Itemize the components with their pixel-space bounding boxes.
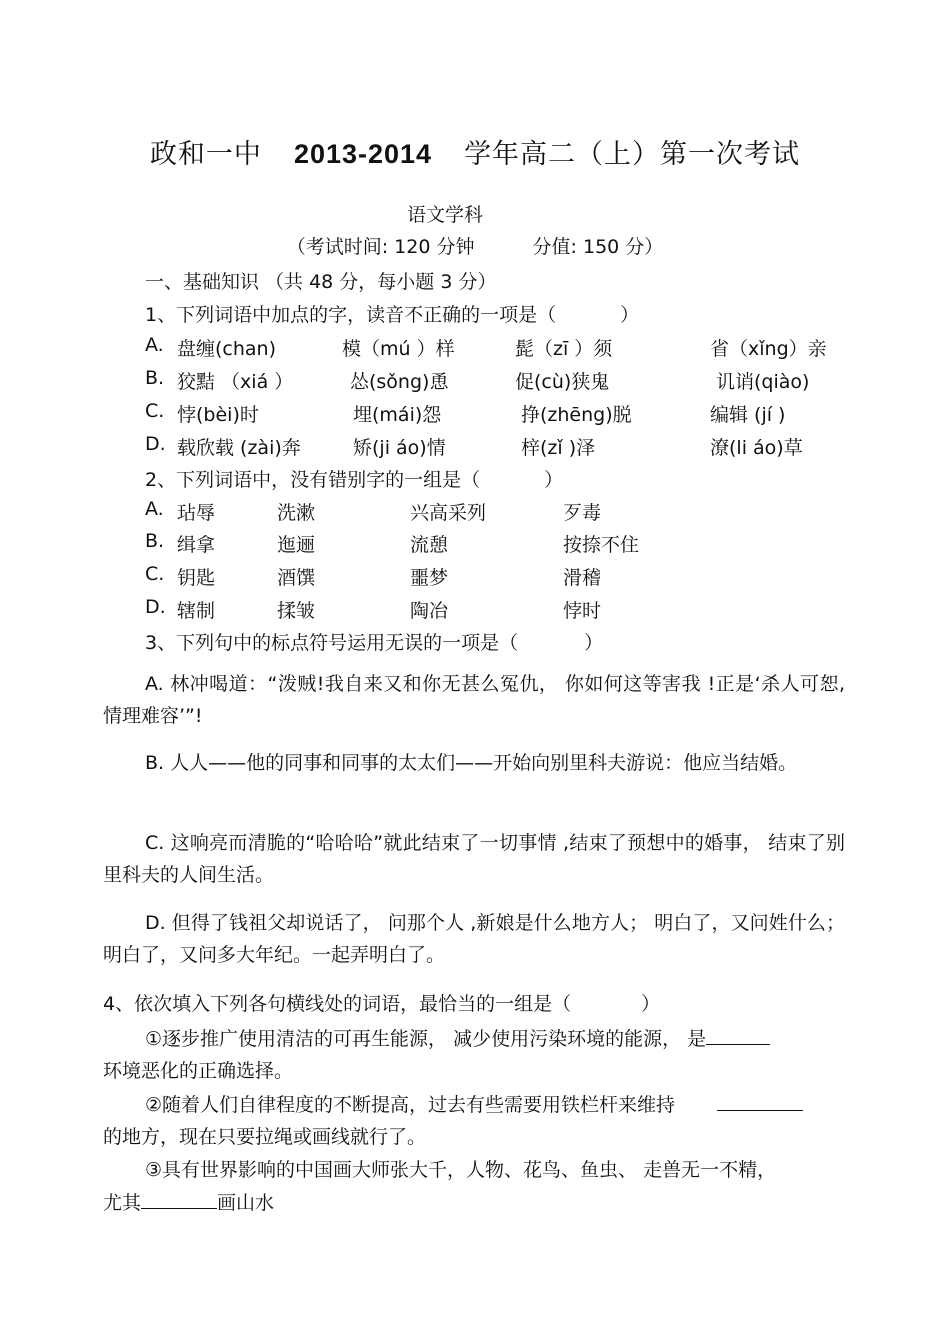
answer-blank[interactable] bbox=[141, 1192, 217, 1209]
score-label: 分值: bbox=[532, 236, 577, 258]
school-name: 政和一中 bbox=[149, 139, 262, 170]
option-item: 盘缠(chan) bbox=[177, 338, 276, 360]
question-3-option-b: B. 人人——他的同事和同事的太太们——开始向别里科夫游说：他应当结婚。 bbox=[145, 752, 798, 774]
option-item: 讥诮(qiào) bbox=[716, 371, 810, 393]
question-3-option-a: A. 林冲喝道：“泼贼!我自来又和你无甚么冤仇， 你如何这等害我 !正是‘杀人可恕,情理难容’”! bbox=[103, 673, 845, 727]
option-item: 埋(mái)怨 bbox=[353, 404, 442, 426]
question-4-sentence-1-cont: 环境恶化的正确选择。 bbox=[103, 1060, 294, 1082]
option-item: 悖时 bbox=[563, 600, 602, 622]
answer-blank[interactable] bbox=[706, 1028, 770, 1045]
option-letter: C. bbox=[145, 400, 165, 422]
score-value: 150 分） bbox=[583, 236, 664, 258]
subject-line: 语文学科 bbox=[406, 204, 483, 226]
school-year: 2013-2014 bbox=[293, 139, 433, 169]
answer-blank[interactable] bbox=[717, 1094, 803, 1111]
question-3-option-d: D. 但得了钱祖父却说话了， 问那个人 ,新娘是什么地方人； 明白了，又问姓什么；明白了，又问多大年纪。一起弄明白了。 bbox=[103, 912, 845, 966]
option-item: 按捺不住 bbox=[563, 534, 640, 556]
option-item: 洗漱 bbox=[277, 502, 316, 524]
option-item: 酒馔 bbox=[277, 567, 316, 589]
option-item: 挣(zhēng)脱 bbox=[521, 404, 632, 426]
section-heading: 一、基础知识 （共 48 分，每小题 3 分） bbox=[145, 271, 497, 293]
option-item: 省（xǐng）亲 bbox=[710, 338, 827, 360]
option-item: 矫(ji áo)情 bbox=[353, 437, 446, 459]
option-letter: D. bbox=[145, 596, 166, 618]
option-item: 揉皱 bbox=[277, 600, 316, 622]
option-item: 模（mú ）样 bbox=[342, 338, 455, 360]
option-item: 辖制 bbox=[177, 600, 216, 622]
option-item: 陶冶 bbox=[410, 600, 449, 622]
option-item: 滑稽 bbox=[563, 567, 602, 589]
option-letter: D. bbox=[145, 433, 166, 455]
option-item: 狡黠 （xiá ） bbox=[177, 371, 294, 393]
question-4-stem: 4、依次填入下列各句横线处的词语，最恰当的一组是（ ） bbox=[103, 993, 661, 1015]
option-item: 兴高采列 bbox=[410, 502, 487, 524]
option-item: 钥匙 bbox=[177, 567, 216, 589]
option-letter: B. bbox=[145, 530, 165, 552]
question-3-stem: 3、下列句中的标点符号运用无误的一项是（ ） bbox=[145, 632, 604, 654]
question-1-stem: 1、下列词语中加点的字，读音不正确的一项是（ ） bbox=[145, 304, 640, 326]
option-letter: B. bbox=[145, 367, 165, 389]
option-item: 怂(sǒng)恿 bbox=[350, 371, 449, 393]
option-item: 缉拿 bbox=[177, 534, 216, 556]
option-letter: C. bbox=[145, 563, 165, 585]
option-letter: A. bbox=[145, 334, 164, 356]
option-item: 载欣载 (zài)奔 bbox=[177, 437, 301, 459]
option-item: 潦(li áo)草 bbox=[710, 437, 803, 459]
option-item: 梓(zǐ )泽 bbox=[521, 437, 596, 459]
exam-info-line bbox=[0, 232, 950, 259]
question-4-sentence-2-cont: 的地方，现在只要拉绳或画线就行了。 bbox=[103, 1126, 427, 1148]
question-4-sentence-3: ③具有世界影响的中国画大师张大千，人物、花鸟、鱼虫、 走兽无一不精， bbox=[145, 1159, 777, 1181]
exam-title bbox=[0, 132, 950, 171]
option-item: 编辑 (jí ) bbox=[710, 404, 786, 426]
exam-title-rest: 学年高二（上）第一次考试 bbox=[464, 139, 801, 170]
time-value: 120 分钟 bbox=[394, 236, 475, 258]
option-item: 髭（zī ）须 bbox=[515, 338, 613, 360]
question-4-sentence-2: ②随着人们自律程度的不断提高，过去有些需要用铁栏杆来维持 bbox=[145, 1090, 803, 1117]
option-item: 噩梦 bbox=[410, 567, 449, 589]
time-label: （考试时间: bbox=[286, 236, 389, 258]
option-item: 歹毒 bbox=[563, 502, 602, 524]
question-2-stem: 2、下列词语中，没有错别字的一组是（ ） bbox=[145, 469, 564, 491]
question-4-sentence-3-cont: 尤其 画山水 bbox=[103, 1192, 275, 1214]
option-item: 玷辱 bbox=[177, 502, 216, 524]
option-letter: A. bbox=[145, 498, 164, 520]
option-item: 迤逦 bbox=[277, 534, 316, 556]
option-item: 流憩 bbox=[410, 534, 449, 556]
option-item: 促(cù)狭鬼 bbox=[515, 371, 610, 393]
question-3-option-c: C. 这响亮而清脆的“哈哈哈”就此结束了一切事情 ,结束了预想中的婚事， 结束了别里科夫的人间生活。 bbox=[103, 832, 845, 886]
option-item: 悖(bèi)时 bbox=[177, 404, 259, 426]
question-4-sentence-1: ①逐步推广使用清洁的可再生能源， 减少使用污染环境的能源， 是 bbox=[145, 1024, 770, 1051]
